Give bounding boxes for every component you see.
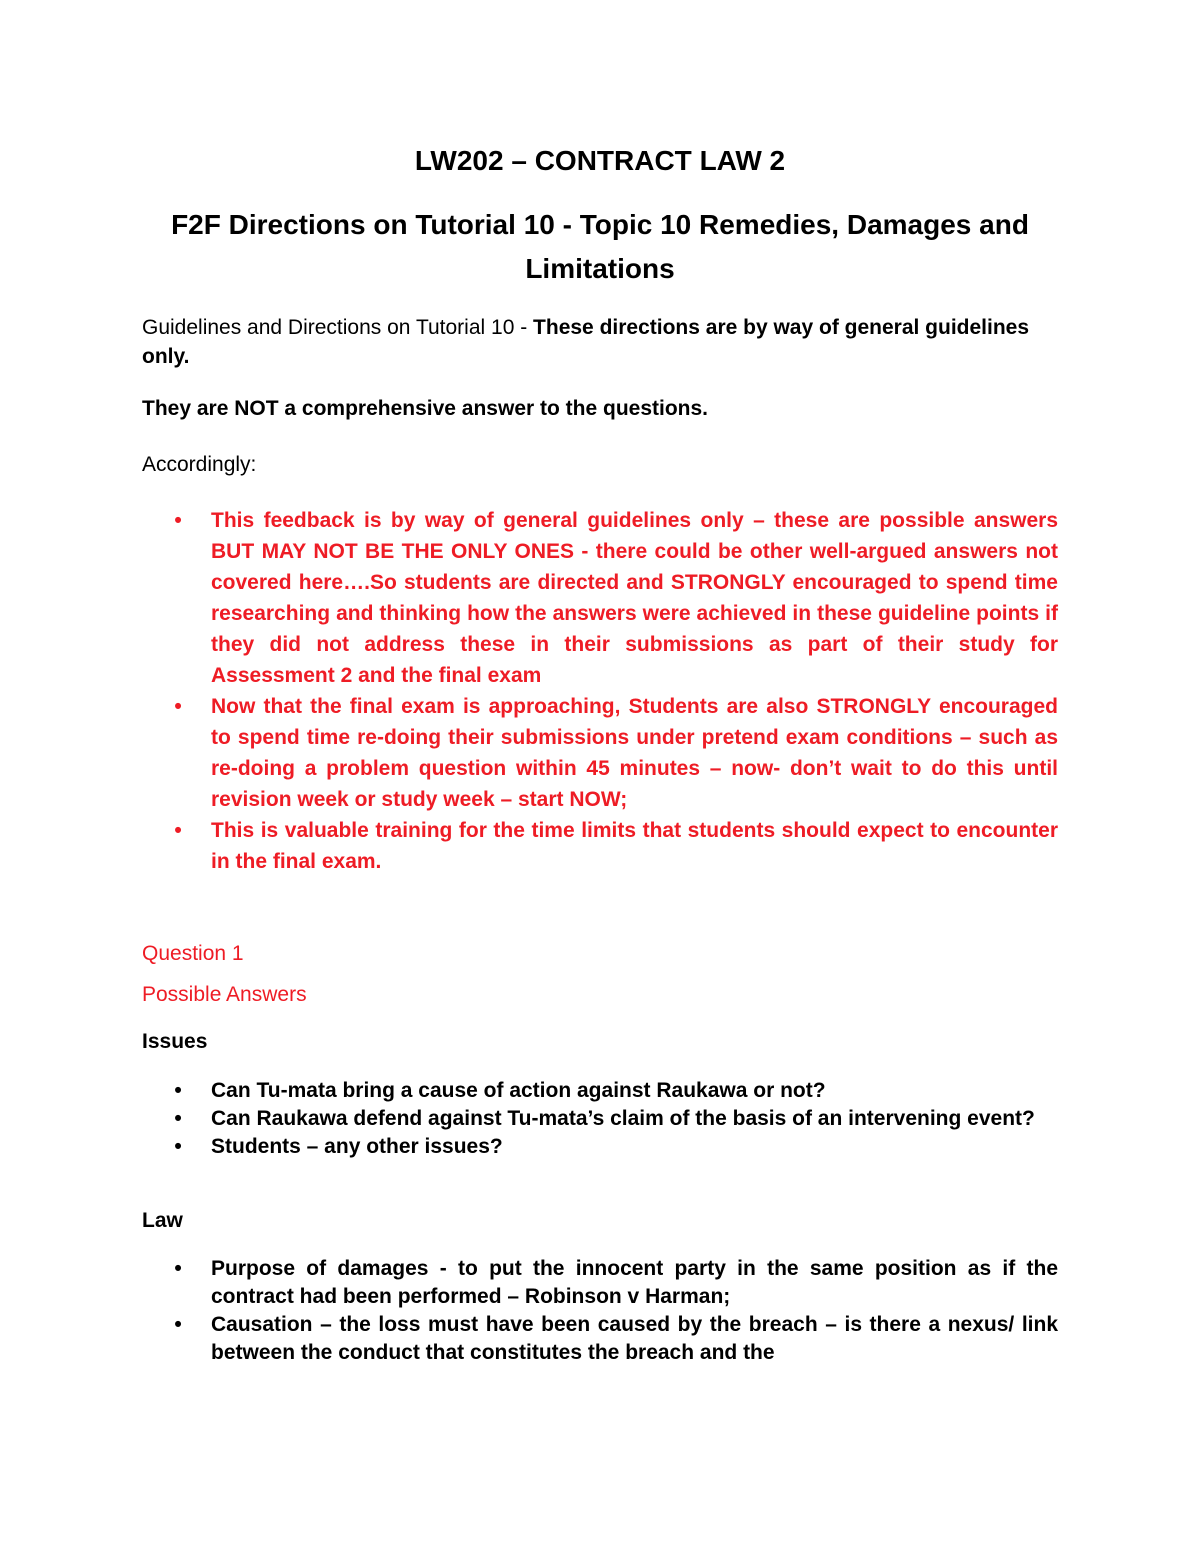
bullet-icon: •: [174, 1313, 182, 1336]
question-heading: Question 1: [142, 942, 244, 965]
bullet-icon: •: [174, 819, 182, 842]
issue-item: • Students – any other issues?: [142, 1133, 1058, 1161]
course-title: LW202 – CONTRACT LAW 2: [414, 145, 786, 176]
accordingly-label: Accordingly:: [142, 453, 257, 476]
bullet-icon: •: [174, 1257, 182, 1280]
feedback-bullet-3: • This is valuable training for the time limits that students should expect to encounter in the final exam.: [142, 815, 1058, 877]
bullet-icon: •: [174, 1107, 182, 1130]
intro-part-1: Guidelines and Directions on Tutorial 10 -: [142, 316, 534, 339]
document-subtitle: F2F Directions on Tutorial 10 - Topic 10 Remedies, Damages and Limitations: [171, 209, 1029, 284]
possible-answers-heading: Possible Answers: [142, 983, 307, 1006]
bullet-icon: •: [174, 509, 182, 532]
not-comprehensive-part-1: They are: [142, 397, 235, 420]
law-item: • Causation – the loss must have been caused by the breach – is there a nexus/ link between the conduct that constitutes the breach and the: [142, 1311, 1058, 1367]
law-heading: Law: [142, 1209, 183, 1232]
bullet-icon: •: [174, 1135, 182, 1158]
feedback-bullet-2: • Now that the final exam is approaching, Students are also STRONGLY encouraged to spend time re-doing their submissions under pretend exam conditions – such as re-doing a problem question within 45 minutes – now- don’t wait to do this until revision week or study week – start NOW;: [142, 691, 1058, 815]
feedback-bullet-list: [142, 505, 1058, 877]
issues-heading: Issues: [142, 1030, 208, 1053]
bullet-icon: •: [174, 1079, 182, 1102]
not-comprehensive-part-3: a comprehensive answer to the questions.: [278, 397, 709, 420]
bullet-icon: •: [174, 695, 182, 718]
issue-item: • Can Raukawa defend against Tu-mata’s claim of the basis of an intervening event?: [142, 1105, 1058, 1133]
not-comprehensive-part-2: NOT: [234, 397, 279, 420]
issue-item: • Can Tu-mata bring a cause of action against Raukawa or not?: [142, 1077, 1058, 1105]
not-comprehensive-paragraph: [142, 394, 1058, 423]
feedback-bullet-1: • This feedback is by way of general guidelines only – these are possible answers BUT MAY NOT BE THE ONLY ONES - there could be other well-argued answers not covered here….So students are directed and STRONGLY encouraged to spend time researching and thinking how the answers were achieved in these guideline points if they did not address these in their submissions as part of their study for Assessment 2 and the final exam: [142, 505, 1058, 691]
law-item: • Purpose of damages - to put the innocent party in the same position as if the contract had been performed – Robinson v Harman;: [142, 1255, 1058, 1311]
intro-paragraph: [142, 313, 1058, 371]
issues-list: [142, 1077, 1058, 1161]
intro-part-2: These directions are by way of general guidelines only.: [142, 316, 1030, 368]
law-list: [142, 1255, 1058, 1367]
